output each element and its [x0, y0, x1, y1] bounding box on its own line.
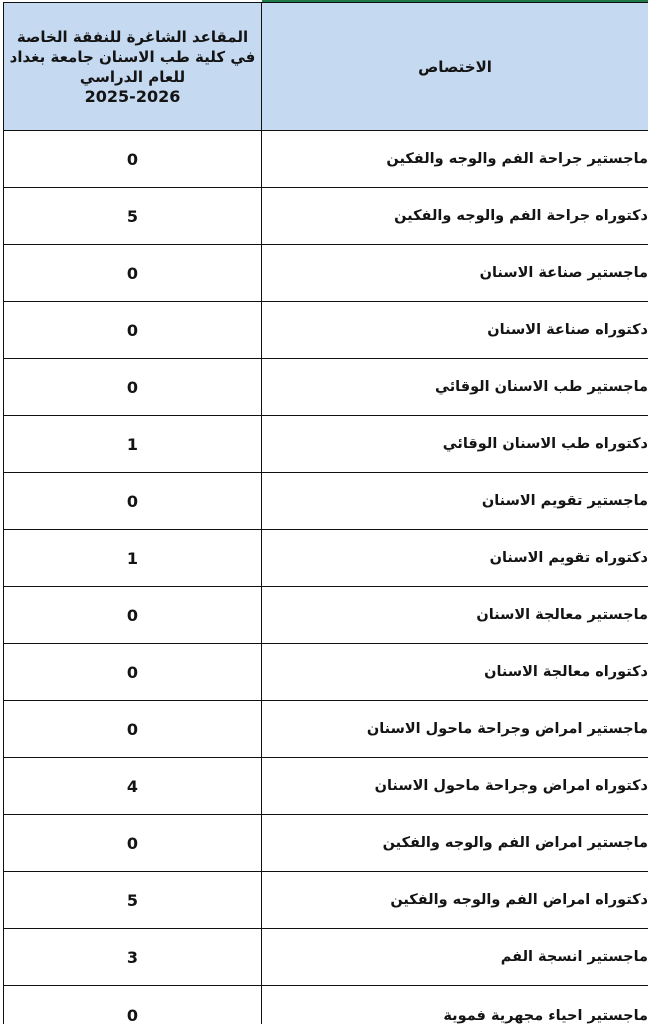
- specialty-cell: دكتوراه امراض الفم والوجه والفكين: [262, 872, 648, 929]
- specialty-cell: دكتوراه امراض وجراحة ماحول الاسنان: [262, 758, 648, 815]
- table-row: [4, 473, 648, 530]
- table-row: [4, 644, 648, 701]
- table-row: [4, 188, 648, 245]
- table-row: [4, 986, 648, 1024]
- seat-count-cell: 4: [4, 758, 262, 815]
- specialty-cell: دكتوراه طب الاسنان الوقائي: [262, 416, 648, 473]
- table-row: [4, 416, 648, 473]
- seat-count-cell: 0: [4, 131, 262, 188]
- specialty-cell: ماجستير انسجة الفم: [262, 929, 648, 986]
- table-row: [4, 815, 648, 872]
- specialty-cell: ماجستير طب الاسنان الوقائي: [262, 359, 648, 416]
- seat-count-cell: 0: [4, 815, 262, 872]
- table-row: [4, 359, 648, 416]
- specialty-cell: ماجستير صناعة الاسنان: [262, 245, 648, 302]
- specialty-cell: دكتوراه تقويم الاسنان: [262, 530, 648, 587]
- specialty-cell: ماجستير امراض وجراحة ماحول الاسنان: [262, 701, 648, 758]
- header-specialty-column: الاختصاص: [262, 3, 648, 131]
- seat-count-cell: 0: [4, 359, 262, 416]
- table-row: [4, 758, 648, 815]
- specialty-cell: ماجستير معالجة الاسنان: [262, 587, 648, 644]
- table-row: [4, 929, 648, 986]
- seat-count-cell: 0: [4, 701, 262, 758]
- header-academic-year: 2025-2026: [84, 86, 181, 106]
- seat-count-cell: 0: [4, 986, 262, 1024]
- seat-count-cell: 0: [4, 302, 262, 359]
- specialty-cell: ماجستير احياء مجهرية فموية: [262, 986, 648, 1024]
- seat-count-cell: 0: [4, 587, 262, 644]
- seat-count-cell: 0: [4, 473, 262, 530]
- table-row: [4, 302, 648, 359]
- table-header-row: [4, 3, 648, 131]
- table-row: [4, 701, 648, 758]
- seat-count-cell: 1: [4, 416, 262, 473]
- table-row: [4, 587, 648, 644]
- table-row: [4, 131, 648, 188]
- header-count-column: [4, 3, 262, 131]
- table-row: [4, 245, 648, 302]
- table-body: [4, 131, 648, 1024]
- specialty-cell: ماجستير جراحة الفم والوجه والفكين: [262, 131, 648, 188]
- seat-count-cell: 1: [4, 530, 262, 587]
- specialty-cell: ماجستير تقويم الاسنان: [262, 473, 648, 530]
- specialty-cell: ماجستير امراض الفم والوجه والفكين: [262, 815, 648, 872]
- seat-count-cell: 0: [4, 644, 262, 701]
- seat-count-cell: 5: [4, 872, 262, 929]
- seat-count-cell: 3: [4, 929, 262, 986]
- specialty-cell: دكتوراه صناعة الاسنان: [262, 302, 648, 359]
- seat-count-cell: 0: [4, 245, 262, 302]
- header-count-title: المقاعد الشاغرة للنفقة الخاصة في كلية طب الاسنان جامعة بغداد للعام الدراسي: [9, 27, 256, 86]
- vacant-seats-table: [3, 2, 648, 1024]
- specialty-cell: دكتوراه جراحة الفم والوجه والفكين: [262, 188, 648, 245]
- table-row: [4, 872, 648, 929]
- table-row: [4, 530, 648, 587]
- seat-count-cell: 5: [4, 188, 262, 245]
- specialty-cell: دكتوراه معالجة الاسنان: [262, 644, 648, 701]
